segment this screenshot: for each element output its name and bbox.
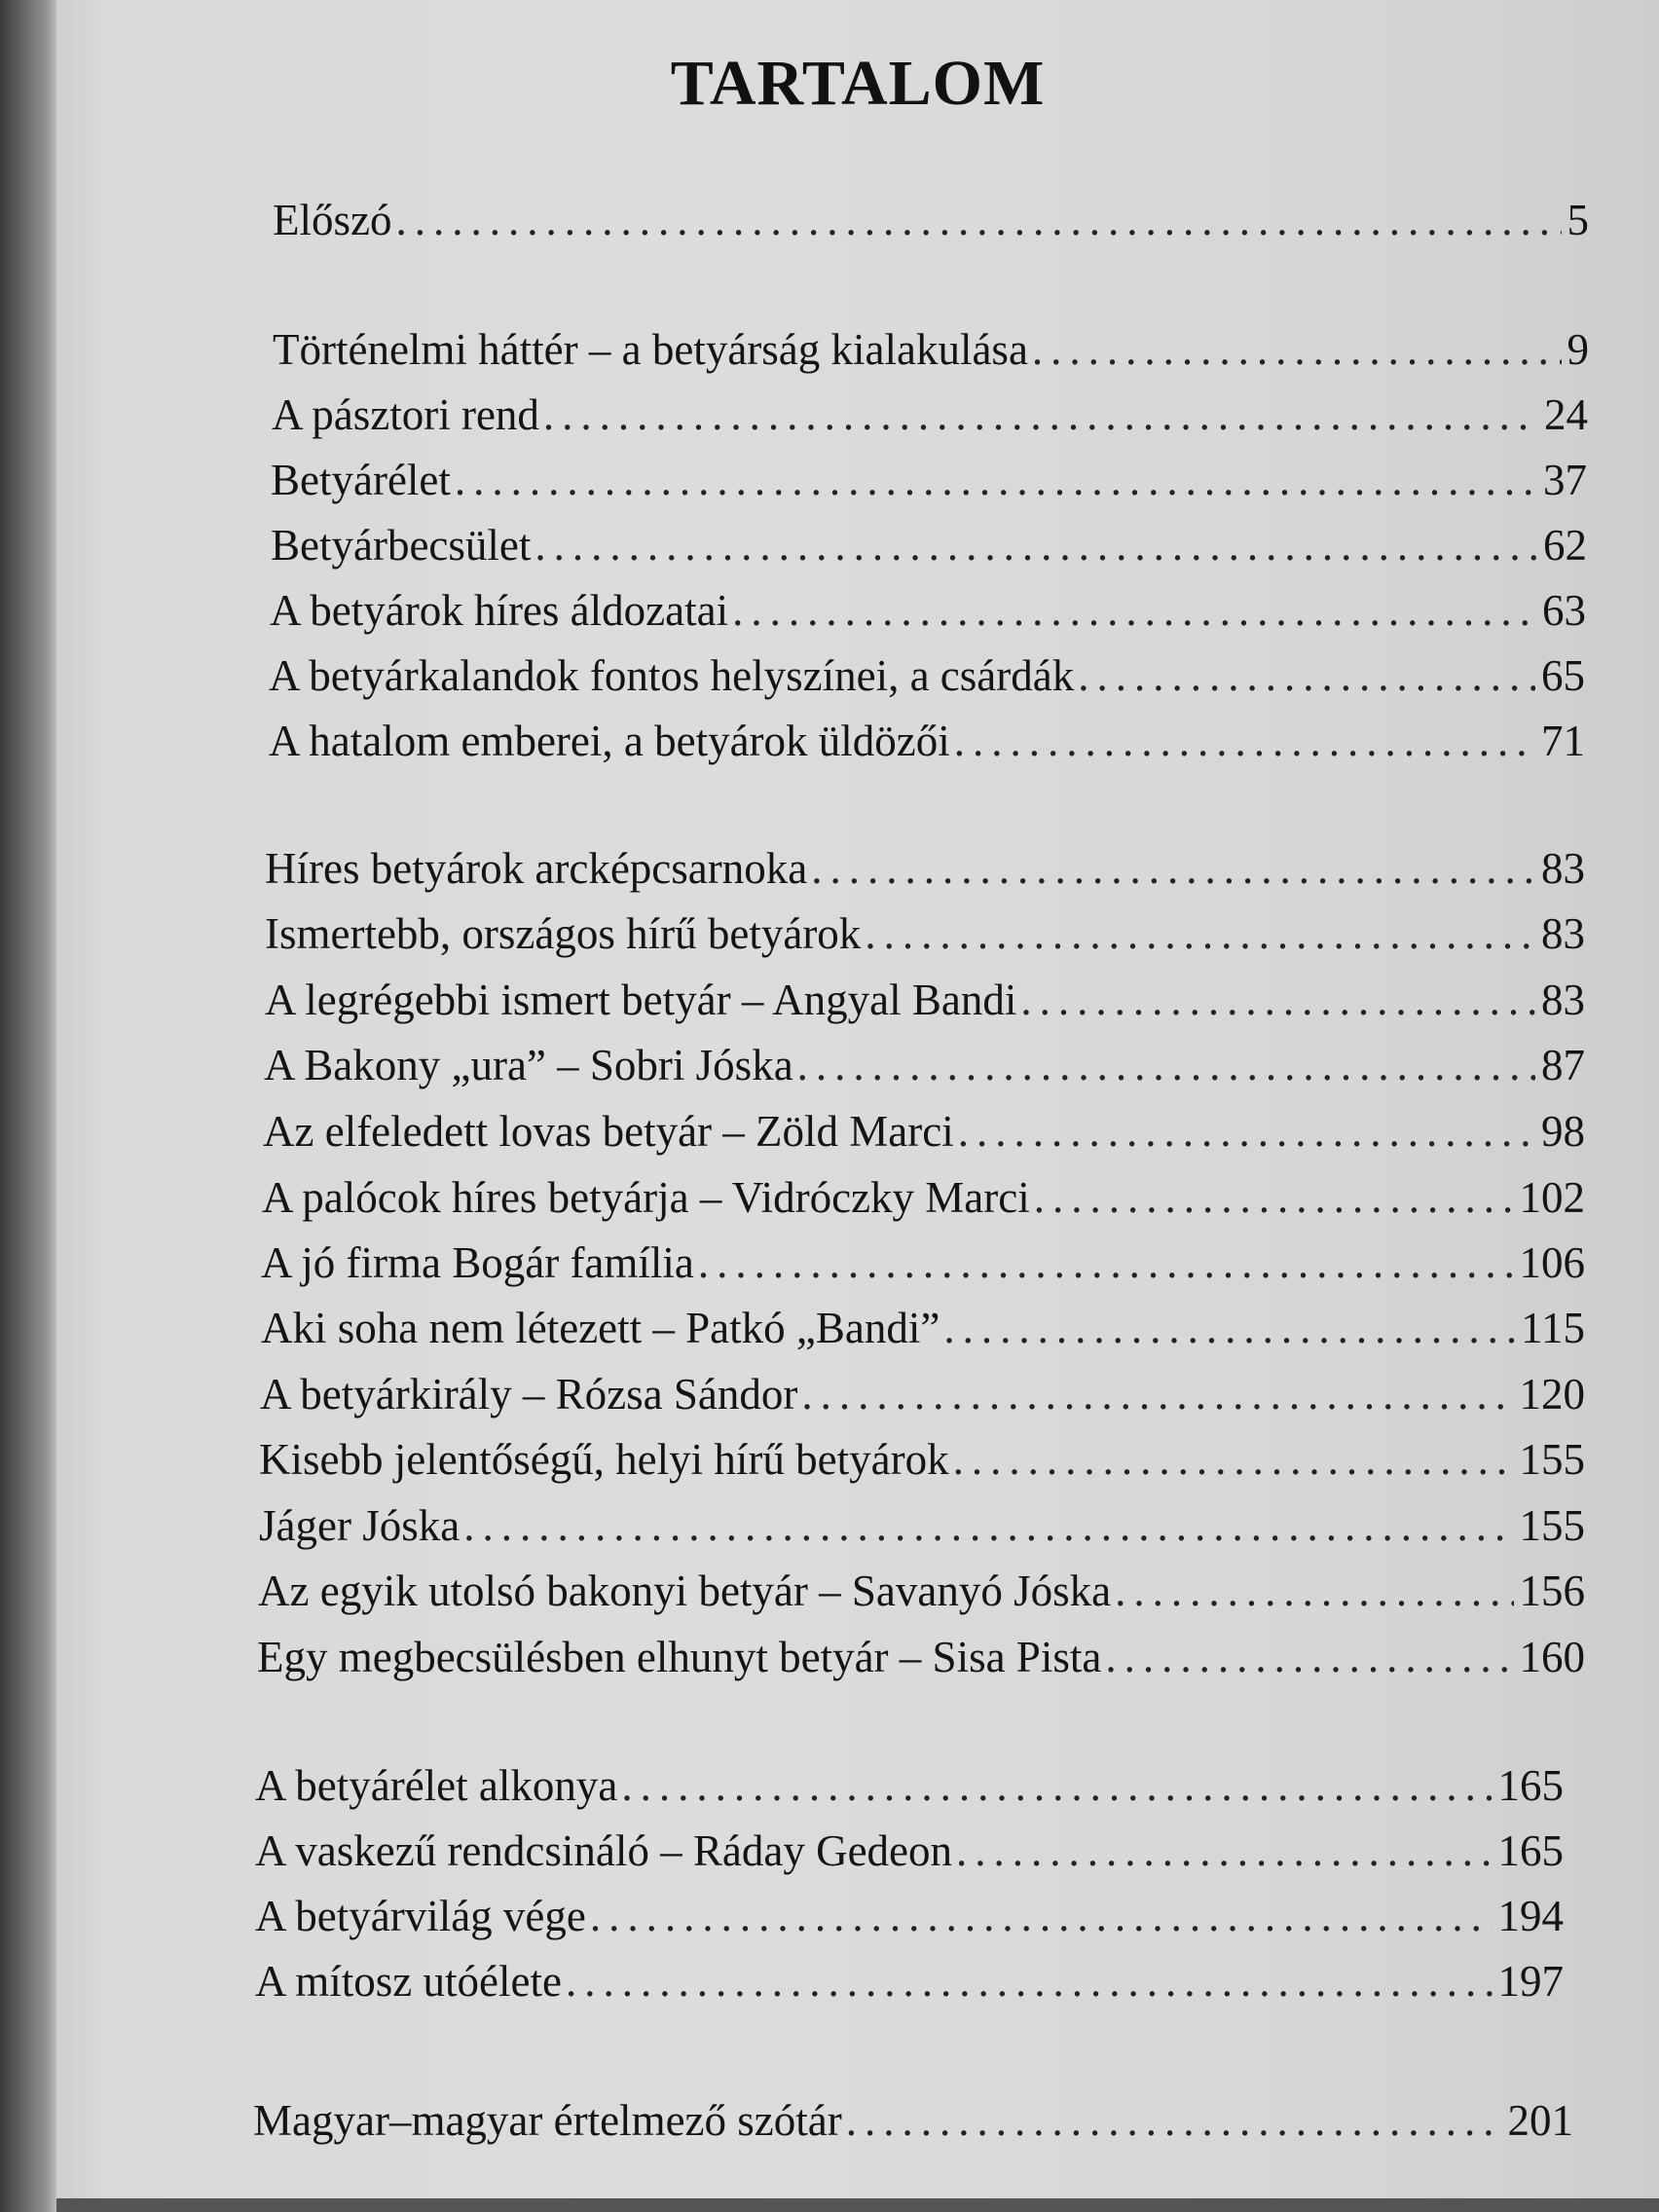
toc-entry-page: 71 <box>1541 717 1585 765</box>
toc-entry <box>258 1564 1585 1618</box>
toc-entry-title: A vaskezű rendcsináló – Ráday Gedeon <box>255 1826 953 1875</box>
toc-entry-title: Híres betyárok arcképcsarnoka <box>265 844 808 893</box>
table-of-contents <box>56 0 1659 2212</box>
toc-entry <box>259 1432 1585 1487</box>
toc-entry <box>262 1170 1585 1225</box>
page-bottom-edge <box>56 2198 1659 2212</box>
toc-entry-title: Ismertebb, országos hírű betyárok <box>265 909 862 958</box>
toc-leader-dots <box>797 1038 1535 1092</box>
toc-entry-page: 165 <box>1497 1826 1564 1875</box>
toc-leader-dots <box>1115 1564 1513 1618</box>
toc-leader-dots <box>463 1498 1513 1553</box>
toc-leader-dots <box>1032 322 1562 377</box>
toc-entry-page: 98 <box>1541 1107 1585 1156</box>
toc-entry-page: 83 <box>1541 976 1585 1024</box>
toc-entry-title: A Bakony „ura” – Sobri Jóska <box>264 1041 793 1089</box>
toc-entry-title: A mítosz utóélete <box>255 1957 562 2006</box>
toc-entry <box>257 1630 1585 1684</box>
toc-entry-title: A betyárkirály – Rózsa Sándor <box>260 1370 798 1419</box>
toc-entry <box>265 841 1585 896</box>
toc-leader-dots <box>943 1301 1515 1355</box>
toc-entry <box>255 1954 1564 2009</box>
toc-entry-title: Betyárélet <box>271 456 451 504</box>
toc-entry <box>255 1824 1564 1878</box>
toc-entry-page: 106 <box>1519 1238 1585 1287</box>
toc-entry-title: A pásztori rend <box>272 390 539 439</box>
toc-entry-page: 197 <box>1497 1957 1564 2006</box>
toc-entry <box>271 453 1587 507</box>
toc-entry-title: Jáger Jóska <box>259 1501 461 1550</box>
toc-entry-page: 155 <box>1519 1435 1585 1484</box>
toc-leader-dots <box>566 1954 1493 2009</box>
toc-entry-page: 65 <box>1541 651 1585 700</box>
toc-entry-page: 102 <box>1519 1173 1585 1222</box>
toc-entry <box>260 1367 1585 1421</box>
toc-entry-page: 5 <box>1567 196 1589 244</box>
toc-leader-dots <box>958 1104 1535 1159</box>
toc-entry-title: Előszó <box>273 196 392 244</box>
toc-leader-dots <box>535 518 1537 572</box>
toc-leader-dots <box>543 387 1538 442</box>
toc-leader-dots <box>698 1235 1514 1290</box>
toc-entry-page: 165 <box>1497 1761 1564 1810</box>
toc-entry-page: 155 <box>1519 1501 1585 1550</box>
toc-entry <box>272 387 1588 442</box>
toc-leader-dots <box>865 906 1535 961</box>
toc-leader-dots <box>956 1824 1492 1878</box>
toc-entry <box>265 906 1585 961</box>
toc-entry-title: A jó firma Bogár família <box>261 1238 694 1287</box>
toc-leader-dots <box>1105 1630 1513 1684</box>
toc-entry <box>255 1758 1564 1813</box>
book-spine <box>0 0 56 2212</box>
toc-entry-page: 87 <box>1541 1041 1585 1089</box>
toc-entry-page: 83 <box>1541 909 1585 958</box>
toc-entry <box>264 1038 1585 1092</box>
toc-leader-dots <box>732 583 1536 638</box>
toc-entry-title: Betyárbecsület <box>271 521 532 570</box>
toc-entry-title: Az egyik utolsó bakonyi betyár – Savanyó Jóska <box>258 1567 1112 1615</box>
toc-entry-page: 201 <box>1507 2096 1573 2145</box>
toc-entry-page: 115 <box>1521 1304 1585 1352</box>
toc-leader-dots <box>1078 648 1535 703</box>
toc-entry-title: Magyar–magyar értelmező szótár <box>253 2096 842 2145</box>
toc-entry <box>265 973 1585 1027</box>
page-title: TARTALOM <box>670 48 1046 119</box>
toc-entry <box>271 518 1587 572</box>
toc-entry <box>255 1889 1564 1943</box>
toc-entry-page: 63 <box>1542 586 1586 635</box>
toc-entry-page: 120 <box>1519 1370 1585 1419</box>
toc-entry <box>269 714 1585 768</box>
toc-entry <box>261 1235 1585 1290</box>
toc-leader-dots <box>395 193 1561 247</box>
toc-entry-page: 194 <box>1497 1892 1564 1940</box>
toc-entry <box>253 2093 1573 2148</box>
toc-entry-page: 24 <box>1544 390 1588 439</box>
book-page <box>56 0 1659 2212</box>
toc-entry <box>273 193 1589 247</box>
toc-leader-dots <box>455 453 1537 507</box>
toc-leader-dots <box>590 1889 1493 1943</box>
toc-entry <box>259 1498 1585 1553</box>
toc-leader-dots <box>801 1367 1513 1421</box>
toc-entry-title: A betyárvilág vége <box>255 1892 586 1940</box>
toc-entry <box>263 1104 1585 1159</box>
toc-leader-dots <box>1034 1170 1514 1225</box>
toc-entry-page: 37 <box>1543 456 1587 504</box>
toc-leader-dots <box>954 714 1535 768</box>
toc-entry-title: A betyárkalandok fontos helyszínei, a csárdák <box>269 651 1075 700</box>
toc-entry-title: A palócok híres betyárja – Vidróczky Marci <box>262 1173 1030 1222</box>
toc-entry-page: 83 <box>1541 844 1585 893</box>
toc-entry-page: 9 <box>1567 325 1589 374</box>
toc-entry-title: A betyárok híres áldozatai <box>270 586 729 635</box>
toc-leader-dots <box>621 1758 1492 1813</box>
toc-entry-page: 160 <box>1519 1633 1585 1681</box>
toc-entry-title: Az elfeledett lovas betyár – Zöld Marci <box>263 1107 954 1156</box>
toc-entry-page: 156 <box>1519 1567 1585 1615</box>
toc-entry <box>270 583 1586 638</box>
toc-entry <box>261 1301 1585 1355</box>
toc-entry-page: 62 <box>1543 521 1587 570</box>
toc-entry <box>273 322 1589 377</box>
toc-entry-title: Történelmi háttér – a betyárság kialakulása <box>273 325 1028 374</box>
toc-leader-dots <box>953 1432 1514 1487</box>
toc-entry-title: Aki soha nem létezett – Patkó „Bandi” <box>261 1304 940 1352</box>
toc-entry-title: Egy megbecsülésben elhunyt betyár – Sisa Pista <box>257 1633 1102 1681</box>
toc-entry-title: A legrégebbi ismert betyár – Angyal Bandi <box>265 976 1017 1024</box>
toc-leader-dots <box>846 2093 1502 2148</box>
toc-entry-title: A betyárélet alkonya <box>255 1761 618 1810</box>
toc-leader-dots <box>1020 973 1535 1027</box>
toc-entry <box>269 648 1585 703</box>
toc-entry-title: A hatalom emberei, a betyárok üldözői <box>269 717 950 765</box>
toc-leader-dots <box>811 841 1535 896</box>
toc-entry-title: Kisebb jelentőségű, helyi hírű betyárok <box>259 1435 949 1484</box>
